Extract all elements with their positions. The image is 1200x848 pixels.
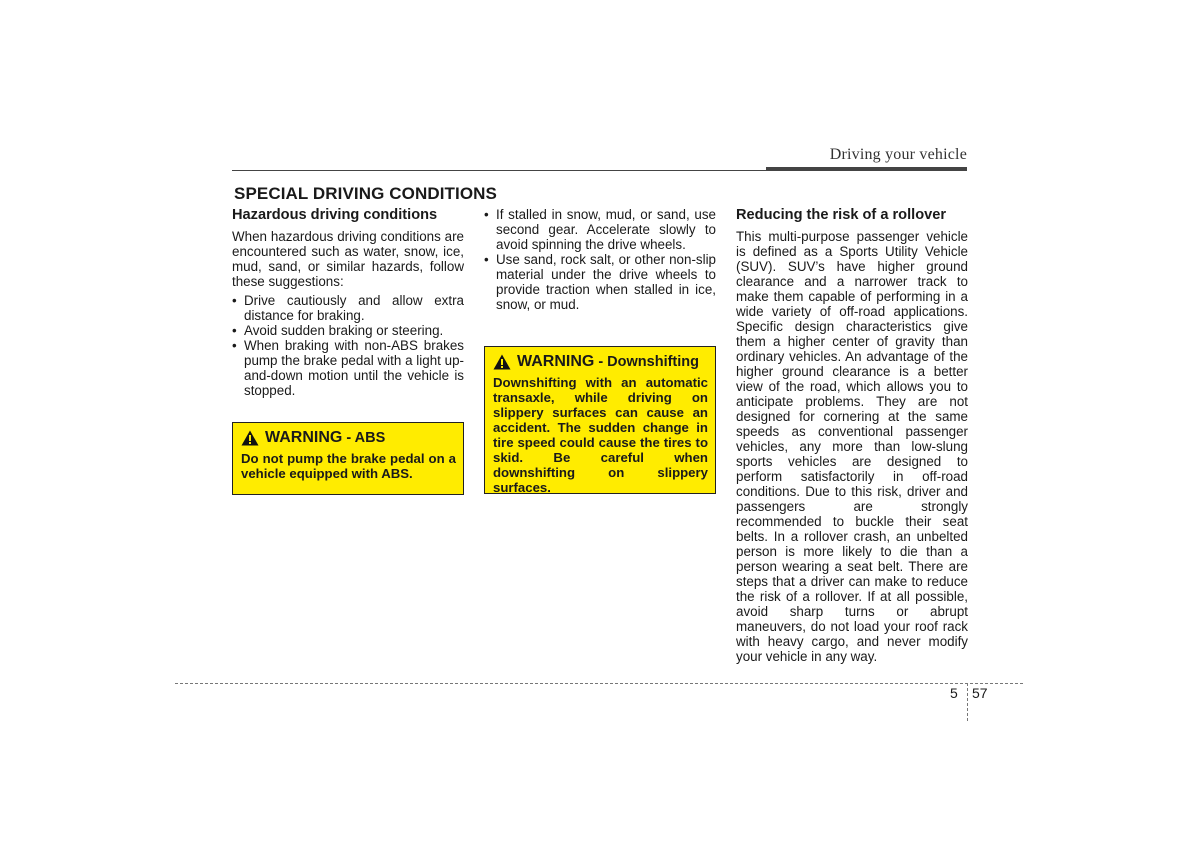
list-item: • When braking with non-ABS brakes pump the brake pedal with a light up-and-down motion until the vehicle is stopped. xyxy=(232,338,464,398)
header-rule-accent xyxy=(766,167,967,171)
rollover-heading: Reducing the risk of a rollover xyxy=(736,207,947,223)
list-item: • Drive cautiously and allow extra distance for braking. xyxy=(232,293,464,323)
warning-triangle-icon xyxy=(241,430,259,446)
warning-body: Do not pump the brake pedal on a vehicle equipped with ABS. xyxy=(241,451,456,481)
list-item: • If stalled in snow, mud, or sand, use second gear. Accelerate slowly to avoid spinning the drive wheels. xyxy=(484,207,716,252)
hazardous-heading: Hazardous driving conditions xyxy=(232,207,438,223)
warning-topic: - Downshifting xyxy=(598,354,699,370)
column-rollover xyxy=(736,207,968,664)
warning-body: Downshifting with an automatic transaxle, while driving on slippery surfaces can cause an accident. The sudden change in tire speed could cause the tires to skid. Be careful when downshifting on slippery surfaces. xyxy=(493,375,708,495)
warning-topic: - ABS xyxy=(346,430,386,446)
warning-box-downshifting xyxy=(484,346,716,494)
hazardous-intro: When hazardous driving conditions are encountered such as water, snow, ice, mud, sand, or similar hazards, follow these suggestions: xyxy=(232,229,464,289)
section-title: SPECIAL DRIVING CONDITIONS xyxy=(234,184,497,203)
hazardous-list-continued xyxy=(484,207,716,312)
warning-header xyxy=(241,429,456,447)
warning-triangle-icon xyxy=(493,354,511,370)
warning-header xyxy=(493,353,708,371)
hazardous-list xyxy=(232,293,464,398)
column-hazardous-continued xyxy=(484,207,716,312)
page-header-title: Driving your vehicle xyxy=(829,146,967,163)
warning-label: WARNING xyxy=(265,429,343,446)
list-item: • Avoid sudden braking or steering. xyxy=(232,323,464,338)
column-hazardous xyxy=(232,207,464,398)
warning-box-abs xyxy=(232,422,464,495)
warning-label: WARNING xyxy=(517,353,595,370)
footer-divider xyxy=(175,683,1023,684)
chapter-number: 5 xyxy=(950,685,958,701)
list-item: • Use sand, rock salt, or other non-slip material under the drive wheels to provide traction when stalled in ice, snow, or mud. xyxy=(484,252,716,312)
rollover-body: This multi-purpose passenger vehicle is defined as a Sports Utility Vehicle (SUV). SUV’s have higher ground clearance and a narrower track to make them capable of performing in a wide variety of off-road applications. Specific design characteristics give them a higher center of gravity than ordinary vehicles. An advantage of the higher ground clearance is a better view of the road, which allows you to anticipate problems. They are not designed for cornering at the same speeds as conventional passenger vehicles, any more than low-slung sports vehicles are designed to perform satisfactorily in off-road conditions. Due to this risk, driver and passengers are strongly recommended to buckle their seat belts. In a rollover crash, an unbelted person is more likely to die than a person wearing a seat belt. There are steps that a driver can make to reduce the risk of a rollover. If at all possible, avoid sharp turns or abrupt maneuvers, do not load your roof rack with heavy cargo, and never modify your vehicle in any way. xyxy=(736,229,968,664)
page-number-divider xyxy=(967,683,968,721)
page-number: 57 xyxy=(972,685,988,701)
